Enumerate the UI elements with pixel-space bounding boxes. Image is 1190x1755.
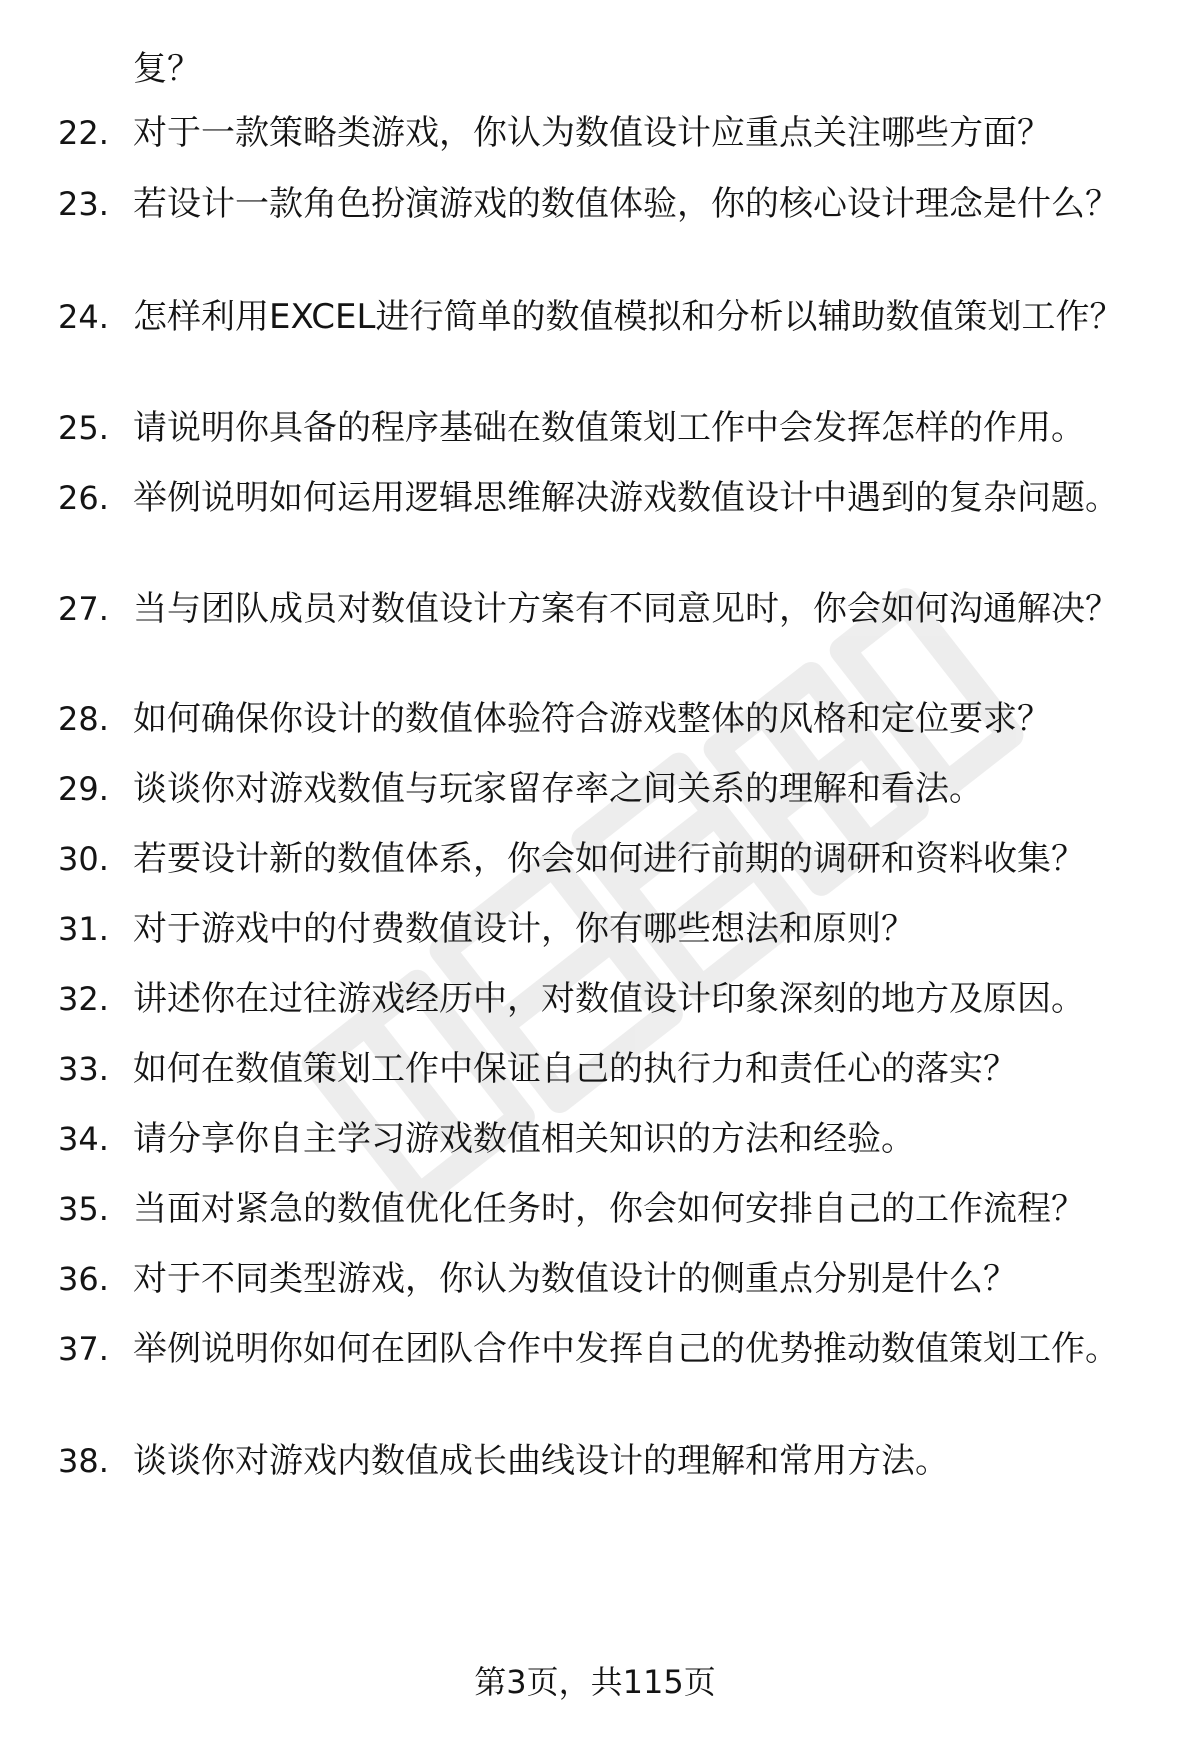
question-text: 举例说明如何运用逻辑思维解决游戏数值设计中遇到的复杂问题。 [133, 478, 1119, 518]
question-text: 讲述你在过往游戏经历中，对数值设计印象深刻的地方及原因。 [133, 979, 1085, 1019]
question-text: 请说明你具备的程序基础在数值策划工作中会发挥怎样的作用。 [133, 408, 1085, 448]
question-number: 31. [58, 910, 109, 948]
question-text: 当面对紧急的数值优化任务时，你会如何安排自己的工作流程？ [133, 1189, 1085, 1229]
question-number: 37. [58, 1330, 109, 1368]
question-number: 30. [58, 840, 109, 878]
question-number: 27. [58, 590, 109, 628]
page-footer: 第3页，共115页 [474, 1663, 716, 1701]
question-text: 谈谈你对游戏内数值成长曲线设计的理解和常用方法。 [133, 1441, 949, 1481]
question-text: 当与团队成员对数值设计方案有不同意见时，你会如何沟通解决？ [133, 589, 1119, 629]
question-number: 29. [58, 770, 109, 808]
question-number: 23. [58, 185, 109, 223]
question-text: 谈谈你对游戏数值与玩家留存率之间关系的理解和看法。 [133, 769, 983, 809]
question-text: 若要设计新的数值体系，你会如何进行前期的调研和资料收集？ [133, 839, 1085, 879]
question-text: 若设计一款角色扮演游戏的数值体验，你的核心设计理念是什么？ [133, 184, 1119, 224]
question-text: 对于游戏中的付费数值设计，你有哪些想法和原则？ [133, 909, 915, 949]
question-number: 26. [58, 479, 109, 517]
continuation-text: 复？ [133, 49, 201, 89]
question-number: 33. [58, 1050, 109, 1088]
question-number: 24. [58, 298, 109, 336]
question-text: 如何确保你设计的数值体验符合游戏整体的风格和定位要求？ [133, 699, 1051, 739]
question-text: 请分享你自主学习游戏数值相关知识的方法和经验。 [133, 1119, 915, 1159]
question-text: 对于一款策略类游戏，你认为数值设计应重点关注哪些方面？ [133, 113, 1051, 153]
question-number: 38. [58, 1442, 109, 1480]
question-number: 25. [58, 409, 109, 447]
question-number: 35. [58, 1190, 109, 1228]
question-number: 22. [58, 114, 109, 152]
question-text: 如何在数值策划工作中保证自己的执行力和责任心的落实？ [133, 1049, 1017, 1089]
question-text: 举例说明你如何在团队合作中发挥自己的优势推动数值策划工作。 [133, 1329, 1119, 1369]
question-text: 怎样利用EXCEL进行简单的数值模拟和分析以辅助数值策划工作？ [133, 297, 1124, 337]
question-number: 36. [58, 1260, 109, 1298]
question-text: 对于不同类型游戏，你认为数值设计的侧重点分别是什么？ [133, 1259, 1017, 1299]
question-number: 28. [58, 700, 109, 738]
question-number: 32. [58, 980, 109, 1018]
question-number: 34. [58, 1120, 109, 1158]
